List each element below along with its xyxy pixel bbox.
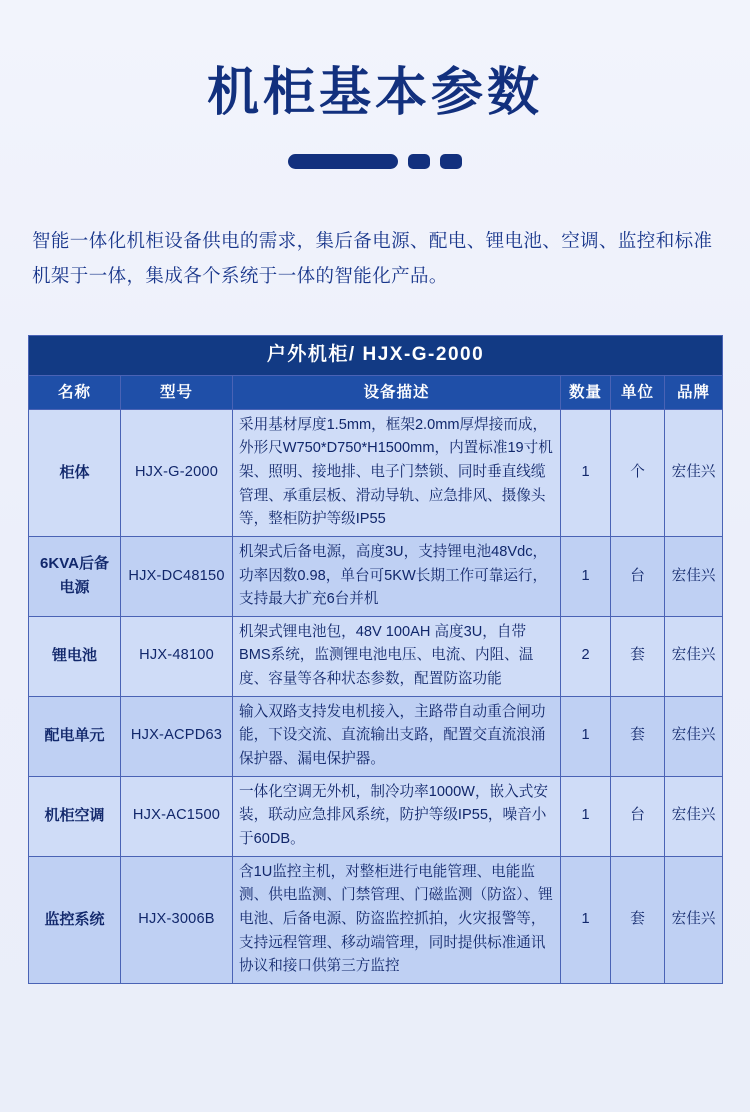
cell-brand: 宏佳兴 [665,776,723,856]
cell-model: HJX-DC48150 [121,536,233,616]
cell-name: 机柜空调 [29,776,121,856]
cell-model: HJX-AC1500 [121,776,233,856]
cell-unit: 台 [611,776,665,856]
cell-brand: 宏佳兴 [665,409,723,536]
divider-bar-short [440,154,462,169]
cell-brand: 宏佳兴 [665,696,723,776]
table-caption: 户外机柜/ HJX-G-2000 [29,335,723,375]
table-row [29,696,723,776]
spec-table [28,335,723,984]
cell-unit: 套 [611,856,665,983]
table-row [29,856,723,983]
column-header-name: 名称 [29,375,121,409]
cell-quantity: 1 [561,696,611,776]
table-row [29,776,723,856]
cell-unit: 个 [611,409,665,536]
title-divider [28,154,722,169]
intro-paragraph: 智能一体化机柜设备供电的需求，集后备电源、配电、锂电池、空调、监控和标准机架于一体，集成各个系统于一体的智能化产品。 [32,230,713,286]
cell-name: 配电单元 [29,696,121,776]
divider-bar-mid [408,154,430,169]
cell-description: 采用基材厚度1.5mm，框架2.0mm厚焊接而成，外形尺W750*D750*H1500mm，内置标准19寸机架、照明、接地排、电子门禁锁、同时垂直线缆管理、承重层板、滑动导轨、应急排风、摄像头等，整柜防护等级IP55 [233,409,561,536]
cell-description: 一体化空调无外机，制冷功率1000W，嵌入式安装，联动应急排风系统，防护等级IP55，噪音小于60DB。 [233,776,561,856]
cell-unit: 套 [611,616,665,696]
table-row [29,616,723,696]
column-header-description: 设备描述 [233,375,561,409]
cell-brand: 宏佳兴 [665,856,723,983]
cell-brand: 宏佳兴 [665,616,723,696]
page-title: 机柜基本参数 [206,64,543,122]
cell-model: HJX-G-2000 [121,409,233,536]
cell-model: HJX-48100 [121,616,233,696]
cell-unit: 台 [611,536,665,616]
column-header-unit: 单位 [611,375,665,409]
cell-name: 监控系统 [29,856,121,983]
column-header-quantity: 数量 [561,375,611,409]
cell-name: 柜体 [29,409,121,536]
table-row [29,409,723,536]
cell-description: 机架式锂电池包，48V 100AH 高度3U，自带BMS系统，监测锂电池电压、电流、内阻、温度、容量等各种状态参数，配置防盗功能 [233,616,561,696]
table-header-row [29,375,723,409]
cell-model: HJX-ACPD63 [121,696,233,776]
cell-quantity: 1 [561,856,611,983]
cell-quantity: 2 [561,616,611,696]
table-row [29,536,723,616]
cell-quantity: 1 [561,776,611,856]
cell-name: 锂电池 [29,616,121,696]
cell-brand: 宏佳兴 [665,536,723,616]
column-header-model: 型号 [121,375,233,409]
cell-quantity: 1 [561,409,611,536]
divider-bar-long [288,154,398,169]
cell-name: 6KVA后备电源 [29,536,121,616]
cell-model: HJX-3006B [121,856,233,983]
cell-unit: 套 [611,696,665,776]
cell-description: 输入双路支持发电机接入，主路带自动重合闸功能，下设交流、直流输出支路，配置交直流浪涌保护器、漏电保护器。 [233,696,561,776]
cell-description: 含1U监控主机，对整柜进行电能管理、电能监测、供电监测、门禁管理、门磁监测（防盗）、锂电池、后备电源、防盗监控抓拍，火灾报警等，支持远程管理、移动端管理，同时提供标准通讯协议和接口供第三方监控 [233,856,561,983]
cell-quantity: 1 [561,536,611,616]
column-header-brand: 品牌 [665,375,723,409]
table-caption-row [29,335,723,375]
cell-description: 机架式后备电源，高度3U，支持锂电池48Vdc，功率因数0.98，单台可5KW长期工作可靠运行，支持最大扩充6台并机 [233,536,561,616]
